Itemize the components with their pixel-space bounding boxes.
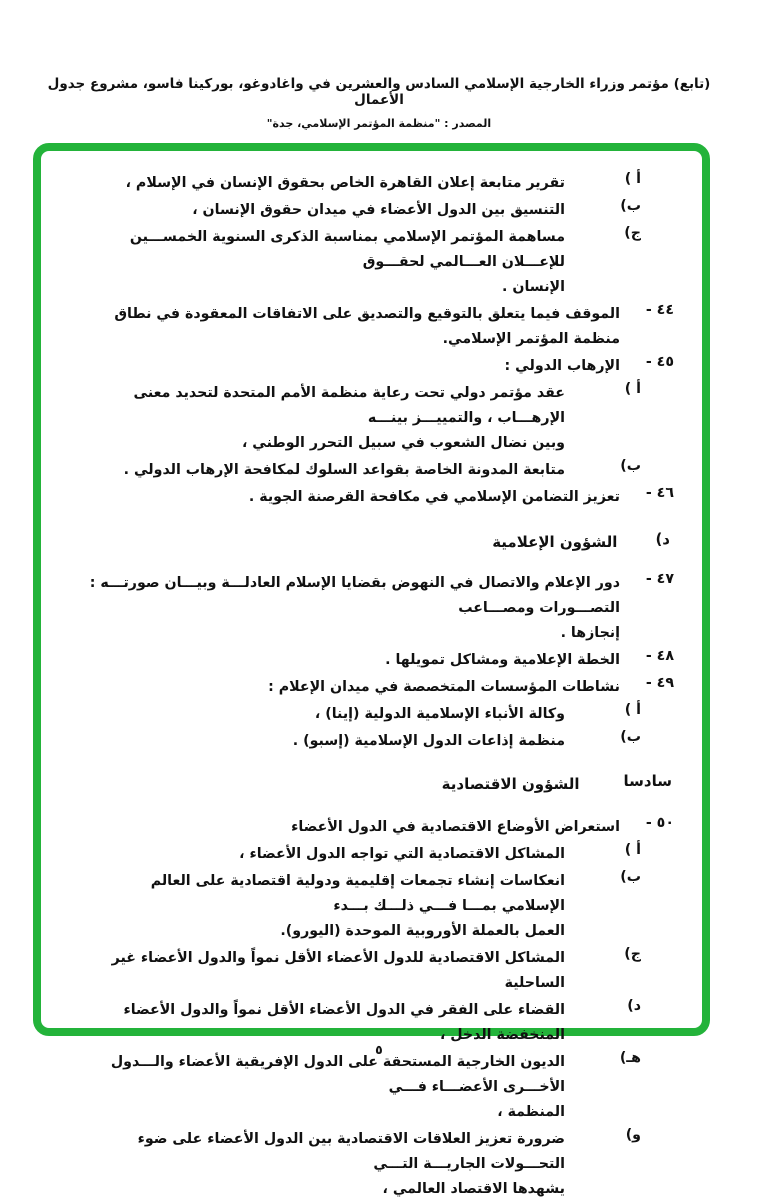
text-line: تقرير متابعة إعلان القاهرة الخاص بحقوق الإنسان في الإسلام ، [125, 175, 565, 191]
item-45 [87, 354, 674, 379]
item-47 [87, 571, 674, 646]
row-marker: ٥٠ - [645, 815, 674, 831]
row-marker: هـ) [619, 1050, 641, 1066]
row-marker: ب) [620, 869, 641, 885]
text-line: وبين نضال الشعوب في سبيل التحرر الوطني ، [241, 435, 565, 451]
text-line: الخطة الإعلامية ومشاكل تمويلها . [385, 652, 620, 668]
row-text [87, 485, 620, 510]
item-50-f [87, 1127, 674, 1202]
row-text [87, 571, 620, 646]
text-line: عقد مؤتمر دولي تحت رعاية منظمة الأمم المتحدة لتحديد معنى الإرهـــاب ، والتمييـــز بينـــه [133, 385, 565, 426]
row-marker: ج) [624, 225, 641, 241]
item-49-a [87, 702, 674, 727]
row-marker: ٤٧ - [645, 571, 674, 587]
row-marker: د) [627, 998, 641, 1014]
row-text [87, 998, 565, 1048]
row-marker: ج) [624, 946, 641, 962]
page-number: ٥ [375, 1042, 383, 1057]
text-line: تعزيز التضامن الإسلامي في مكافحة القرصنة الجوية . [248, 489, 620, 505]
row-text [87, 648, 620, 673]
text-line: منظمة إذاعات الدول الإسلامية (إسبو) . [292, 733, 565, 749]
section-economic-affairs [87, 772, 674, 797]
item-48 [87, 648, 674, 673]
text-line: المشاكل الاقتصادية التي تواجه الدول الأعضاء ، [239, 846, 565, 862]
item-49 [87, 675, 674, 700]
text-line: الموقف فيما يتعلق بالتوقيع والتصديق على الاتفاقات المعقودة في نطاق منظمة المؤتمر الإسلامي. [114, 306, 620, 347]
row-marker: سادسا [623, 772, 672, 790]
item-b-human-rights [87, 198, 674, 223]
row-marker: أ ) [624, 842, 641, 858]
item-45-a [87, 381, 674, 456]
text-line: نشاطات المؤسسات المتخصصة في ميدان الإعلام : [268, 679, 620, 695]
page-header [0, 76, 758, 130]
item-44 [87, 302, 674, 352]
row-marker: أ ) [624, 171, 641, 187]
text-line: ضرورة تعزيز العلاقات الاقتصادية بين الدول الأعضاء على ضوء التحـــولات الجاريـــة التـــي [137, 1131, 565, 1172]
row-text [87, 458, 565, 483]
row-marker: و) [625, 1127, 641, 1143]
row-text [87, 302, 620, 352]
row-text [87, 946, 565, 996]
text-line: متابعة المدونة الخاصة بقواعد السلوك لمكافحة الإرهاب الدولي . [123, 462, 565, 478]
content-frame [33, 143, 710, 1197]
text-line: استعراض الأوضاع الاقتصادية في الدول الأعضاء [291, 819, 620, 835]
row-text [87, 530, 617, 555]
text-line: المنظمة ، [497, 1104, 565, 1120]
row-text [87, 1127, 565, 1202]
row-marker: ٤٦ - [645, 485, 674, 501]
text-line: القضاء على الفقر في الدول الأعضاء الأقل نمواً والدول الأعضاء المنخفضة الدخل ، [123, 1002, 565, 1043]
row-marker: أ ) [624, 702, 641, 718]
row-marker: ٤٩ - [645, 675, 674, 691]
document-source: المصدر : "منظمة المؤتمر الإسلامي، جدة" [266, 117, 492, 130]
text-line: التنسيق بين الدول الأعضاء في ميدان حقوق الإنسان ، [192, 202, 565, 218]
item-50-e [87, 1050, 674, 1125]
text-line: الشؤون الاقتصادية [441, 775, 580, 793]
text-line: وكالة الأنباء الإسلامية الدولية (إينا) ، [314, 706, 565, 722]
row-marker: ٤٨ - [645, 648, 674, 664]
document-title: (تابع) مؤتمر وزراء الخارجية الإسلامي السادس والعشرين في واغادوغو، بوركينا فاسو، مشروع جدول الأعمال [47, 76, 711, 108]
row-text [87, 354, 620, 379]
section-media-affairs [87, 530, 674, 555]
row-text [87, 869, 565, 944]
text-line: يشهدها الاقتصاد العالمي ، [382, 1181, 565, 1197]
row-marker: ٤٤ - [645, 302, 674, 318]
row-text [87, 1050, 565, 1125]
item-50 [87, 815, 674, 840]
row-text [87, 381, 565, 456]
text-line: العمل بالعملة الأوروبية الموحدة (اليورو). [280, 923, 565, 939]
row-text [87, 171, 565, 196]
text-line: الديون الخارجية المستحقة على الدول الإفريقية الأعضاء والـــدول الأخـــرى الأعضـــاء فـــي [110, 1054, 565, 1095]
item-a-human-rights [87, 171, 674, 196]
text-line: انعكاسات إنشاء تجمعات إقليمية ودولية اقتصادية على العالم الإسلامي بمـــا فـــي ذلـــك بـــدء [150, 873, 565, 914]
row-text [87, 842, 565, 867]
row-marker: أ ) [624, 381, 641, 397]
item-50-b [87, 869, 674, 944]
row-marker: ٤٥ - [645, 354, 674, 370]
row-text [87, 702, 565, 727]
item-50-c [87, 946, 674, 996]
text-line: دور الإعلام والاتصال في النهوض بقضايا الإسلام العادلـــة وبيـــان صورتـــه : التصـــورات ومصـــاعب [89, 575, 620, 616]
row-marker: ب) [620, 729, 641, 745]
row-text [87, 225, 565, 300]
row-text [87, 729, 565, 754]
text-line: الشؤون الإعلامية [492, 533, 618, 551]
item-c-human-rights [87, 225, 674, 300]
item-45-b [87, 458, 674, 483]
text-line: الإرهاب الدولي : [504, 358, 620, 374]
row-marker: د) [655, 530, 670, 548]
row-marker: ب) [620, 458, 641, 474]
row-marker: ب) [620, 198, 641, 214]
row-text [87, 675, 620, 700]
item-50-a [87, 842, 674, 867]
text-line: الإنسان . [502, 279, 565, 295]
row-text [87, 815, 620, 840]
text-line: المشاكل الاقتصادية للدول الأعضاء الأقل نمواً والدول الأعضاء غير الساحلية [111, 950, 565, 991]
text-line: مساهمة المؤتمر الإسلامي بمناسبة الذكرى السنوية الخمســـين للإعـــلان العـــالمي لحقـــوق [129, 229, 565, 270]
row-text [87, 772, 580, 797]
item-50-d [87, 998, 674, 1048]
item-46 [87, 485, 674, 510]
text-line: إنجازها . [560, 625, 620, 641]
row-text [87, 198, 565, 223]
item-49-b [87, 729, 674, 754]
